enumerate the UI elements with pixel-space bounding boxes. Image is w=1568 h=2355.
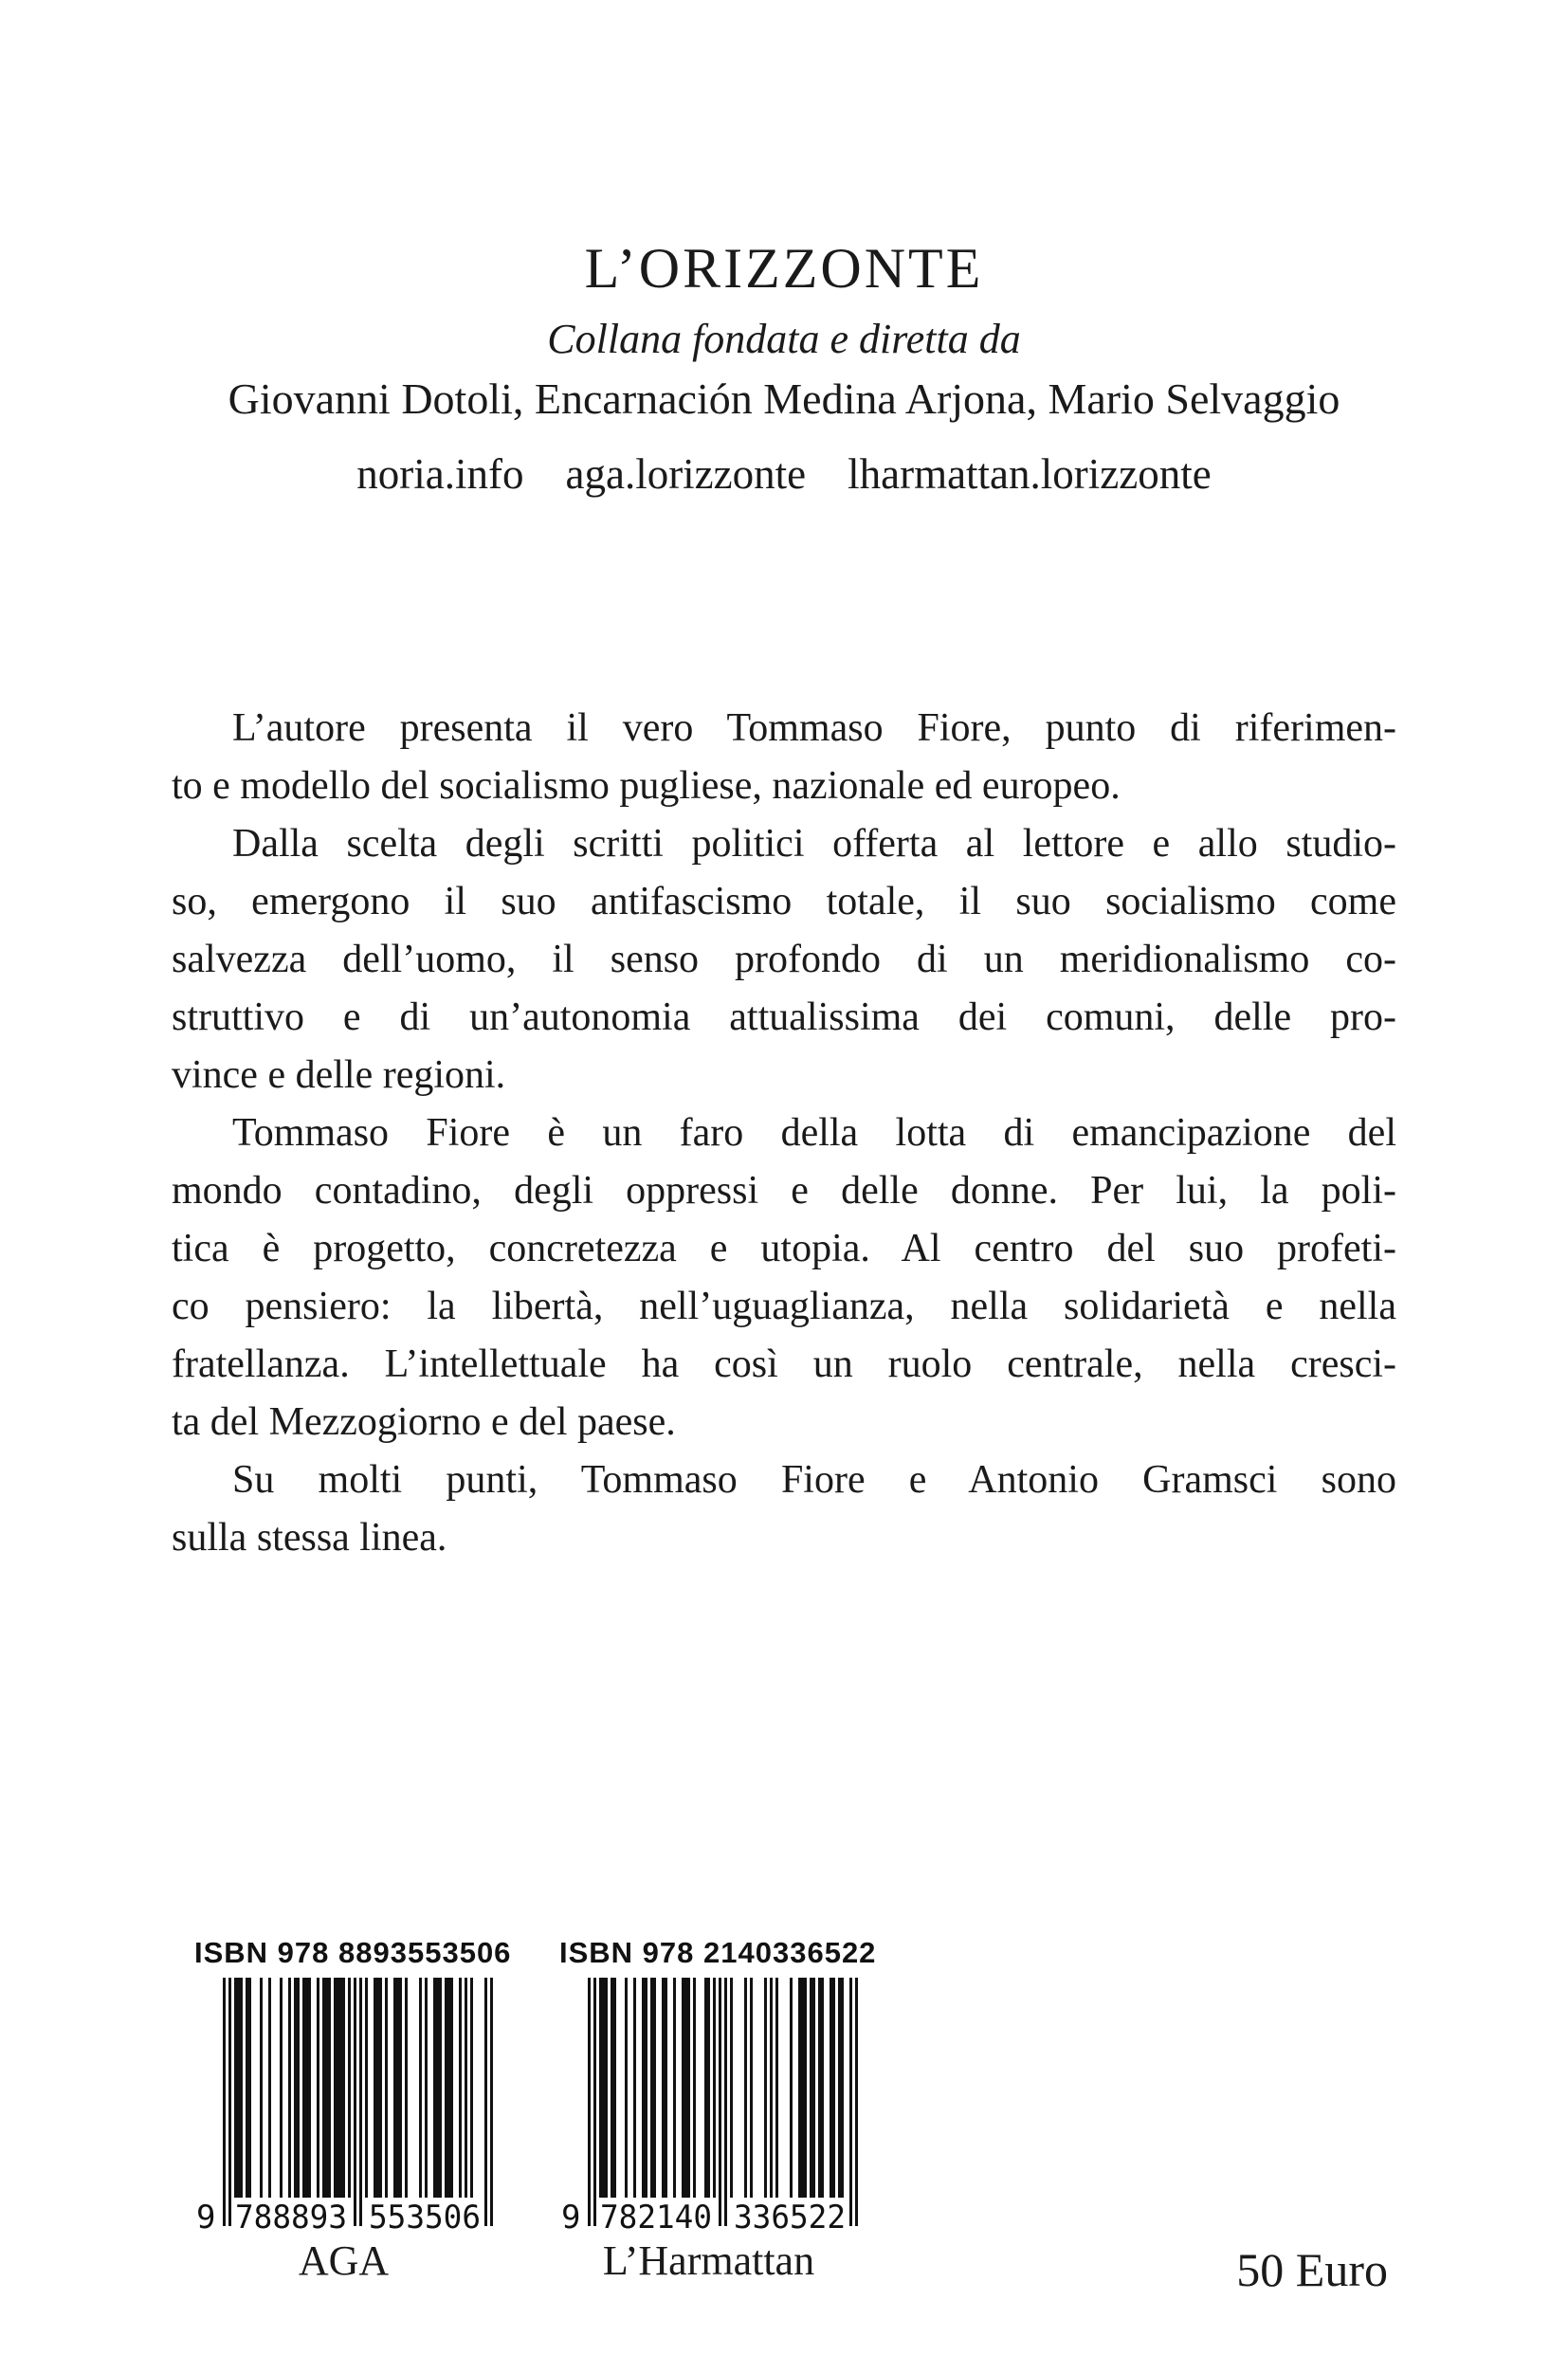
barcode-block-harmattan: [559, 1936, 877, 2285]
series-editors: Giovanni Dotoli, Encarnación Medina Arjona, Mario Selvaggio: [228, 374, 1340, 423]
blurb-line: tica è progetto, concretezza e utopia. Al centro del suo profeti-: [172, 1227, 1396, 1270]
link-noria: noria.info: [356, 450, 524, 498]
blurb-line: fratellanza. L’intellettuale ha così un ruolo centrale, nella cresci-: [172, 1342, 1396, 1386]
series-links: [0, 449, 1568, 499]
isbn-label: ISBN 978 8893553506: [194, 1936, 512, 1969]
price: 50 Euro: [1236, 2243, 1388, 2296]
blurb-line: sulla stessa linea.: [172, 1516, 447, 1560]
blurb-text: [172, 700, 1396, 1567]
svg-text:9: 9: [196, 2199, 216, 2232]
series-subtitle: Collana fondata e diretta da: [547, 316, 1021, 362]
ean13-barcode-aga: [194, 1978, 493, 2232]
blurb-line: vince e delle regioni.: [172, 1053, 506, 1097]
svg-text:9: 9: [561, 2199, 581, 2232]
blurb-line: so, emergono il suo antifascismo totale, il suo socialismo come: [172, 880, 1396, 923]
svg-text:553506: 553506: [369, 2199, 481, 2232]
blurb-line: Su molti punti, Tommaso Fiore e Antonio Gramsci sono: [232, 1458, 1396, 1502]
blurb-line: to e modello del socialismo pugliese, nazionale ed europeo.: [172, 764, 1121, 808]
blurb-line: struttivo e di un’autonomia attualissima dei comuni, delle pro-: [172, 995, 1396, 1039]
svg-text:336522: 336522: [734, 2199, 846, 2232]
blurb-line: co pensiero: la libertà, nell’uguaglianza, nella solidarietà e nella: [172, 1285, 1396, 1328]
blurb-line: salvezza dell’uomo, il senso profondo di un meridionalismo co-: [172, 938, 1396, 981]
link-aga-lorizzonte: aga.lorizzonte: [565, 450, 807, 498]
series-title: L’ORIZZONTE: [584, 237, 984, 300]
link-lharmattan-lorizzonte: lharmattan.lorizzonte: [848, 450, 1212, 498]
ean13-barcode-harmattan: [559, 1978, 858, 2232]
isbn-label: ISBN 978 2140336522: [559, 1936, 877, 1969]
blurb-line: Dalla scelta degli scritti politici offerta al lettore e allo studio-: [232, 822, 1396, 866]
series-header: [0, 235, 1568, 499]
barcode-block-aga: [194, 1936, 512, 2285]
svg-text:782140: 782140: [600, 2199, 712, 2232]
blurb-line: mondo contadino, degli oppressi e delle donne. Per lui, la poli-: [172, 1169, 1396, 1213]
blurb-line: L’autore presenta il vero Tommaso Fiore, punto di riferimen-: [232, 706, 1396, 750]
svg-text:788893: 788893: [235, 2199, 347, 2232]
blurb-line: Tommaso Fiore è un faro della lotta di emancipazione del: [232, 1111, 1396, 1155]
publisher-name-aga: AGA: [298, 2237, 390, 2284]
publisher-name-harmattan: L’Harmattan: [602, 2237, 815, 2284]
blurb-line: ta del Mezzogiorno e del paese.: [172, 1400, 676, 1444]
